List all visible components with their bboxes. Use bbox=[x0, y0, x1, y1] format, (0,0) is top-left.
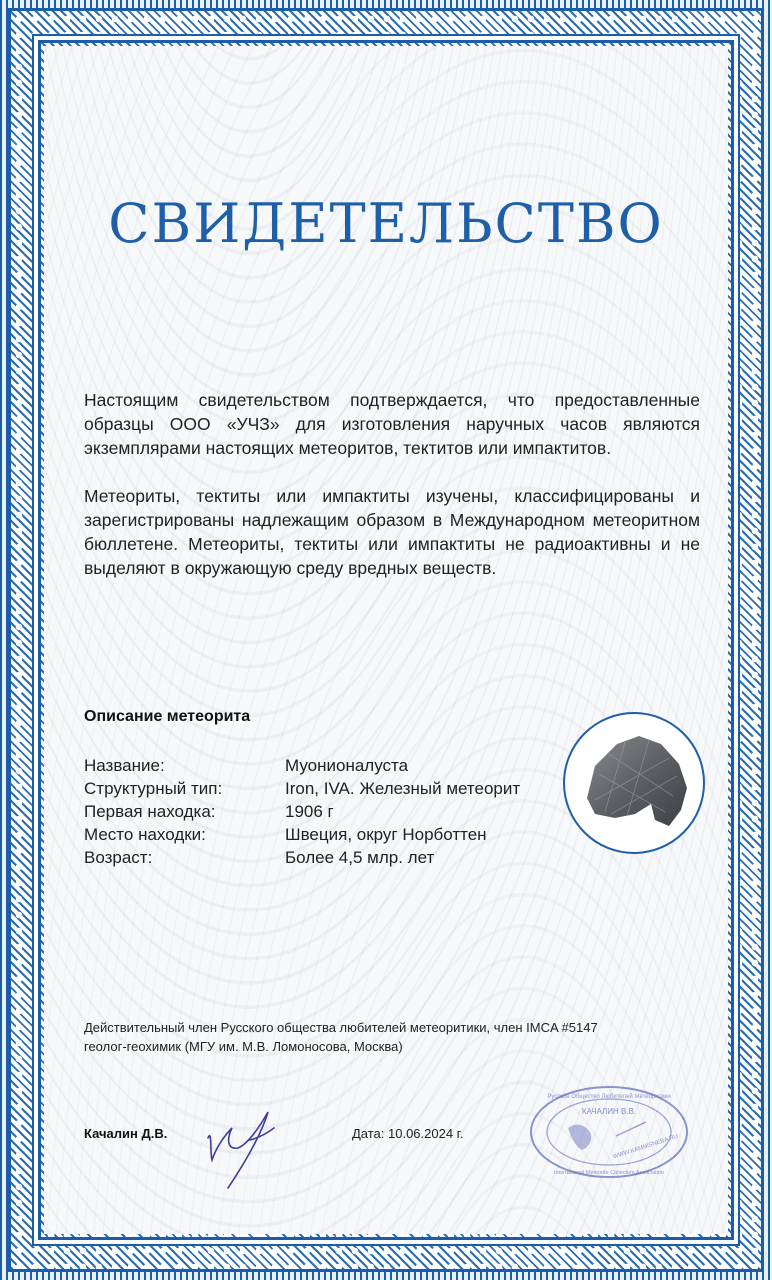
spec-value: 1906 г bbox=[285, 802, 334, 821]
spec-value: Швеция, округ Норботтен bbox=[285, 825, 487, 844]
association-stamp bbox=[528, 1084, 690, 1180]
certificate-title: СВИДЕТЕЛЬСТВО bbox=[108, 192, 664, 255]
spec-row-age bbox=[84, 848, 520, 871]
svg-text:КАЧАЛИН В.В.: КАЧАЛИН В.В. bbox=[581, 1107, 637, 1116]
spec-label: Место находки: bbox=[84, 825, 206, 844]
meteorite-specimen-icon bbox=[565, 714, 703, 852]
spec-value: Iron, IVA. Железный метеорит bbox=[285, 779, 521, 798]
svg-text:Русское Общество Любителей Мет: Русское Общество Любителей Метеоритики bbox=[547, 1094, 671, 1100]
meteorite-specs bbox=[84, 756, 520, 871]
meteorite-description-heading: Описание метеорита bbox=[84, 708, 251, 725]
spec-row-location bbox=[84, 825, 520, 848]
spec-row-type bbox=[84, 779, 520, 802]
spec-row-name bbox=[84, 756, 520, 779]
paragraph-confirmation: Настоящим свидетельством подтверждается, что предоставленные образцы ООО «УЧЗ» для изготовления наручных часов являются экземплярами настоящих метеоритов, тектитов или импактитов. bbox=[84, 390, 700, 458]
meteorite-photo bbox=[563, 712, 705, 854]
paragraph-registration: Метеориты, тектиты или импактиты изучены, классифицированы и зарегистрированы надлежащим образом в Международном метеоритном бюллетене. Метеориты, тектиты или импактиты не радиоактивны и не выделяют в окружающую среду вредных веществ. bbox=[84, 486, 700, 578]
spec-label: Название: bbox=[84, 756, 165, 775]
spec-row-first-find bbox=[84, 802, 520, 825]
spec-value: Более 4,5 млр. лет bbox=[285, 848, 435, 867]
handwritten-signature bbox=[198, 1098, 288, 1198]
signer-name: Качалин Д.В. bbox=[84, 1126, 168, 1141]
credentials-line-1: Действительный член Русского общества любителей метеоритики, член IMCA #5147 bbox=[84, 1020, 598, 1035]
svg-text:WWW.KAMNISNEBA.RU: WWW.KAMNISNEBA.RU bbox=[612, 1133, 679, 1161]
issue-date: Дата: 10.06.2024 г. bbox=[352, 1126, 464, 1141]
spec-label: Структурный тип: bbox=[84, 779, 223, 798]
credentials-line-2: геолог-геохимик (МГУ им. М.В. Ломоносова, Москва) bbox=[84, 1039, 403, 1054]
spec-label: Возраст: bbox=[84, 848, 153, 867]
spec-label: Первая находка: bbox=[84, 802, 216, 821]
signer-credentials bbox=[84, 1018, 704, 1056]
svg-text:International Meteorite Collec: International Meteorite Collectors Association bbox=[553, 1170, 665, 1176]
spec-value: Муонионалуста bbox=[285, 756, 409, 775]
